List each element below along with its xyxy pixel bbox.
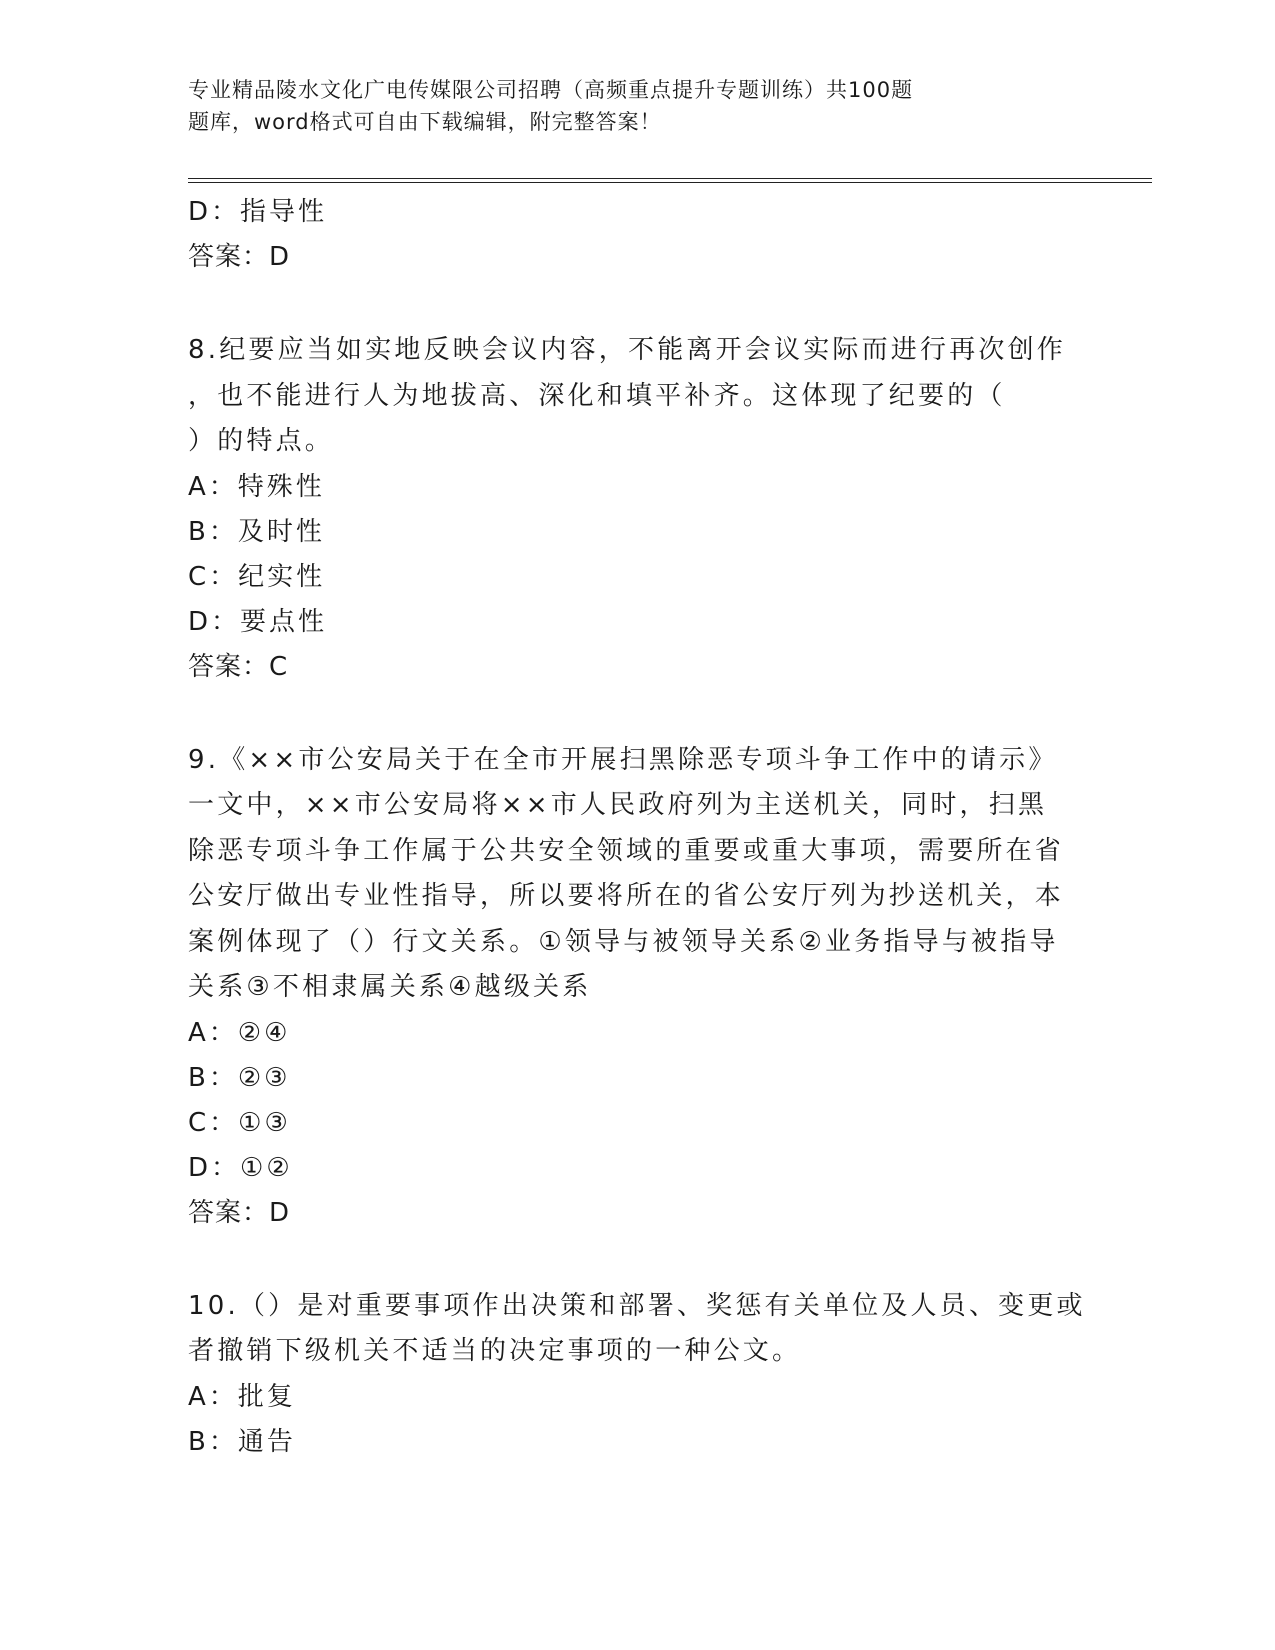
option-a: A：特殊性 <box>188 471 325 502</box>
option-d: D：①② <box>188 1152 293 1183</box>
question-text-line: 案例体现了（）行文关系。①领导与被领导关系②业务指导与被指导 <box>188 926 1059 957</box>
option-b: B：通告 <box>188 1426 296 1457</box>
option-c: C：①③ <box>188 1107 291 1138</box>
question-text-line: 8.纪要应当如实地反映会议内容，不能离开会议实际而进行再次创作 <box>188 335 1067 365</box>
question-8 <box>188 328 1088 690</box>
question-text-line: 公安厅做出专业性指导，所以要将所在的省公安厅列为抄送机关，本 <box>188 881 1065 911</box>
header-title-line-2: 题库，word格式可自由下载编辑，附完整答案！ <box>188 110 662 134</box>
option-a: A：②④ <box>188 1017 291 1048</box>
previous-question-tail <box>188 190 1088 280</box>
document-header <box>188 74 1048 138</box>
question-text-line: 一文中，××市公安局将××市人民政府列为主送机关，同时，扫黑 <box>188 790 1048 820</box>
question-content <box>188 190 1088 1465</box>
answer: 答案：C <box>188 651 289 682</box>
question-text-line: 者撤销下级机关不适当的决定事项的一种公文。 <box>188 1336 802 1366</box>
answer: 答案：D <box>188 1197 291 1228</box>
question-text-line: 9.《××市公安局关于在全市开展扫黑除恶专项斗争工作中的请示》 <box>188 744 1058 775</box>
header-title-line-1: 专业精品陵水文化广电传媒限公司招聘（高频重点提升专题训练）共100题 <box>188 78 914 102</box>
question-text-line: 关系③不相隶属关系④越级关系 <box>188 972 592 1002</box>
header-divider <box>188 178 1152 183</box>
option-a: A：批复 <box>188 1381 296 1412</box>
question-text-line: 除恶专项斗争工作属于公共安全领域的重要或重大事项，需要所在省 <box>188 835 1065 866</box>
option-d: D：要点性 <box>188 606 328 637</box>
option-b: B：②③ <box>188 1062 291 1093</box>
answer: 答案：D <box>188 242 291 272</box>
question-10 <box>188 1284 1088 1465</box>
option-d: D：指导性 <box>188 197 328 227</box>
question-text-line: 10.（）是对重要事项作出决策和部署、奖惩有关单位及人员、变更或 <box>188 1290 1086 1321</box>
question-text-line: ，也不能进行人为地拔高、深化和填平补齐。这体现了纪要的（ <box>188 380 1006 411</box>
option-c: C：纪实性 <box>188 561 326 592</box>
question-text-line: ）的特点。 <box>188 426 335 456</box>
option-b: B：及时性 <box>188 516 325 547</box>
question-9 <box>188 738 1088 1236</box>
